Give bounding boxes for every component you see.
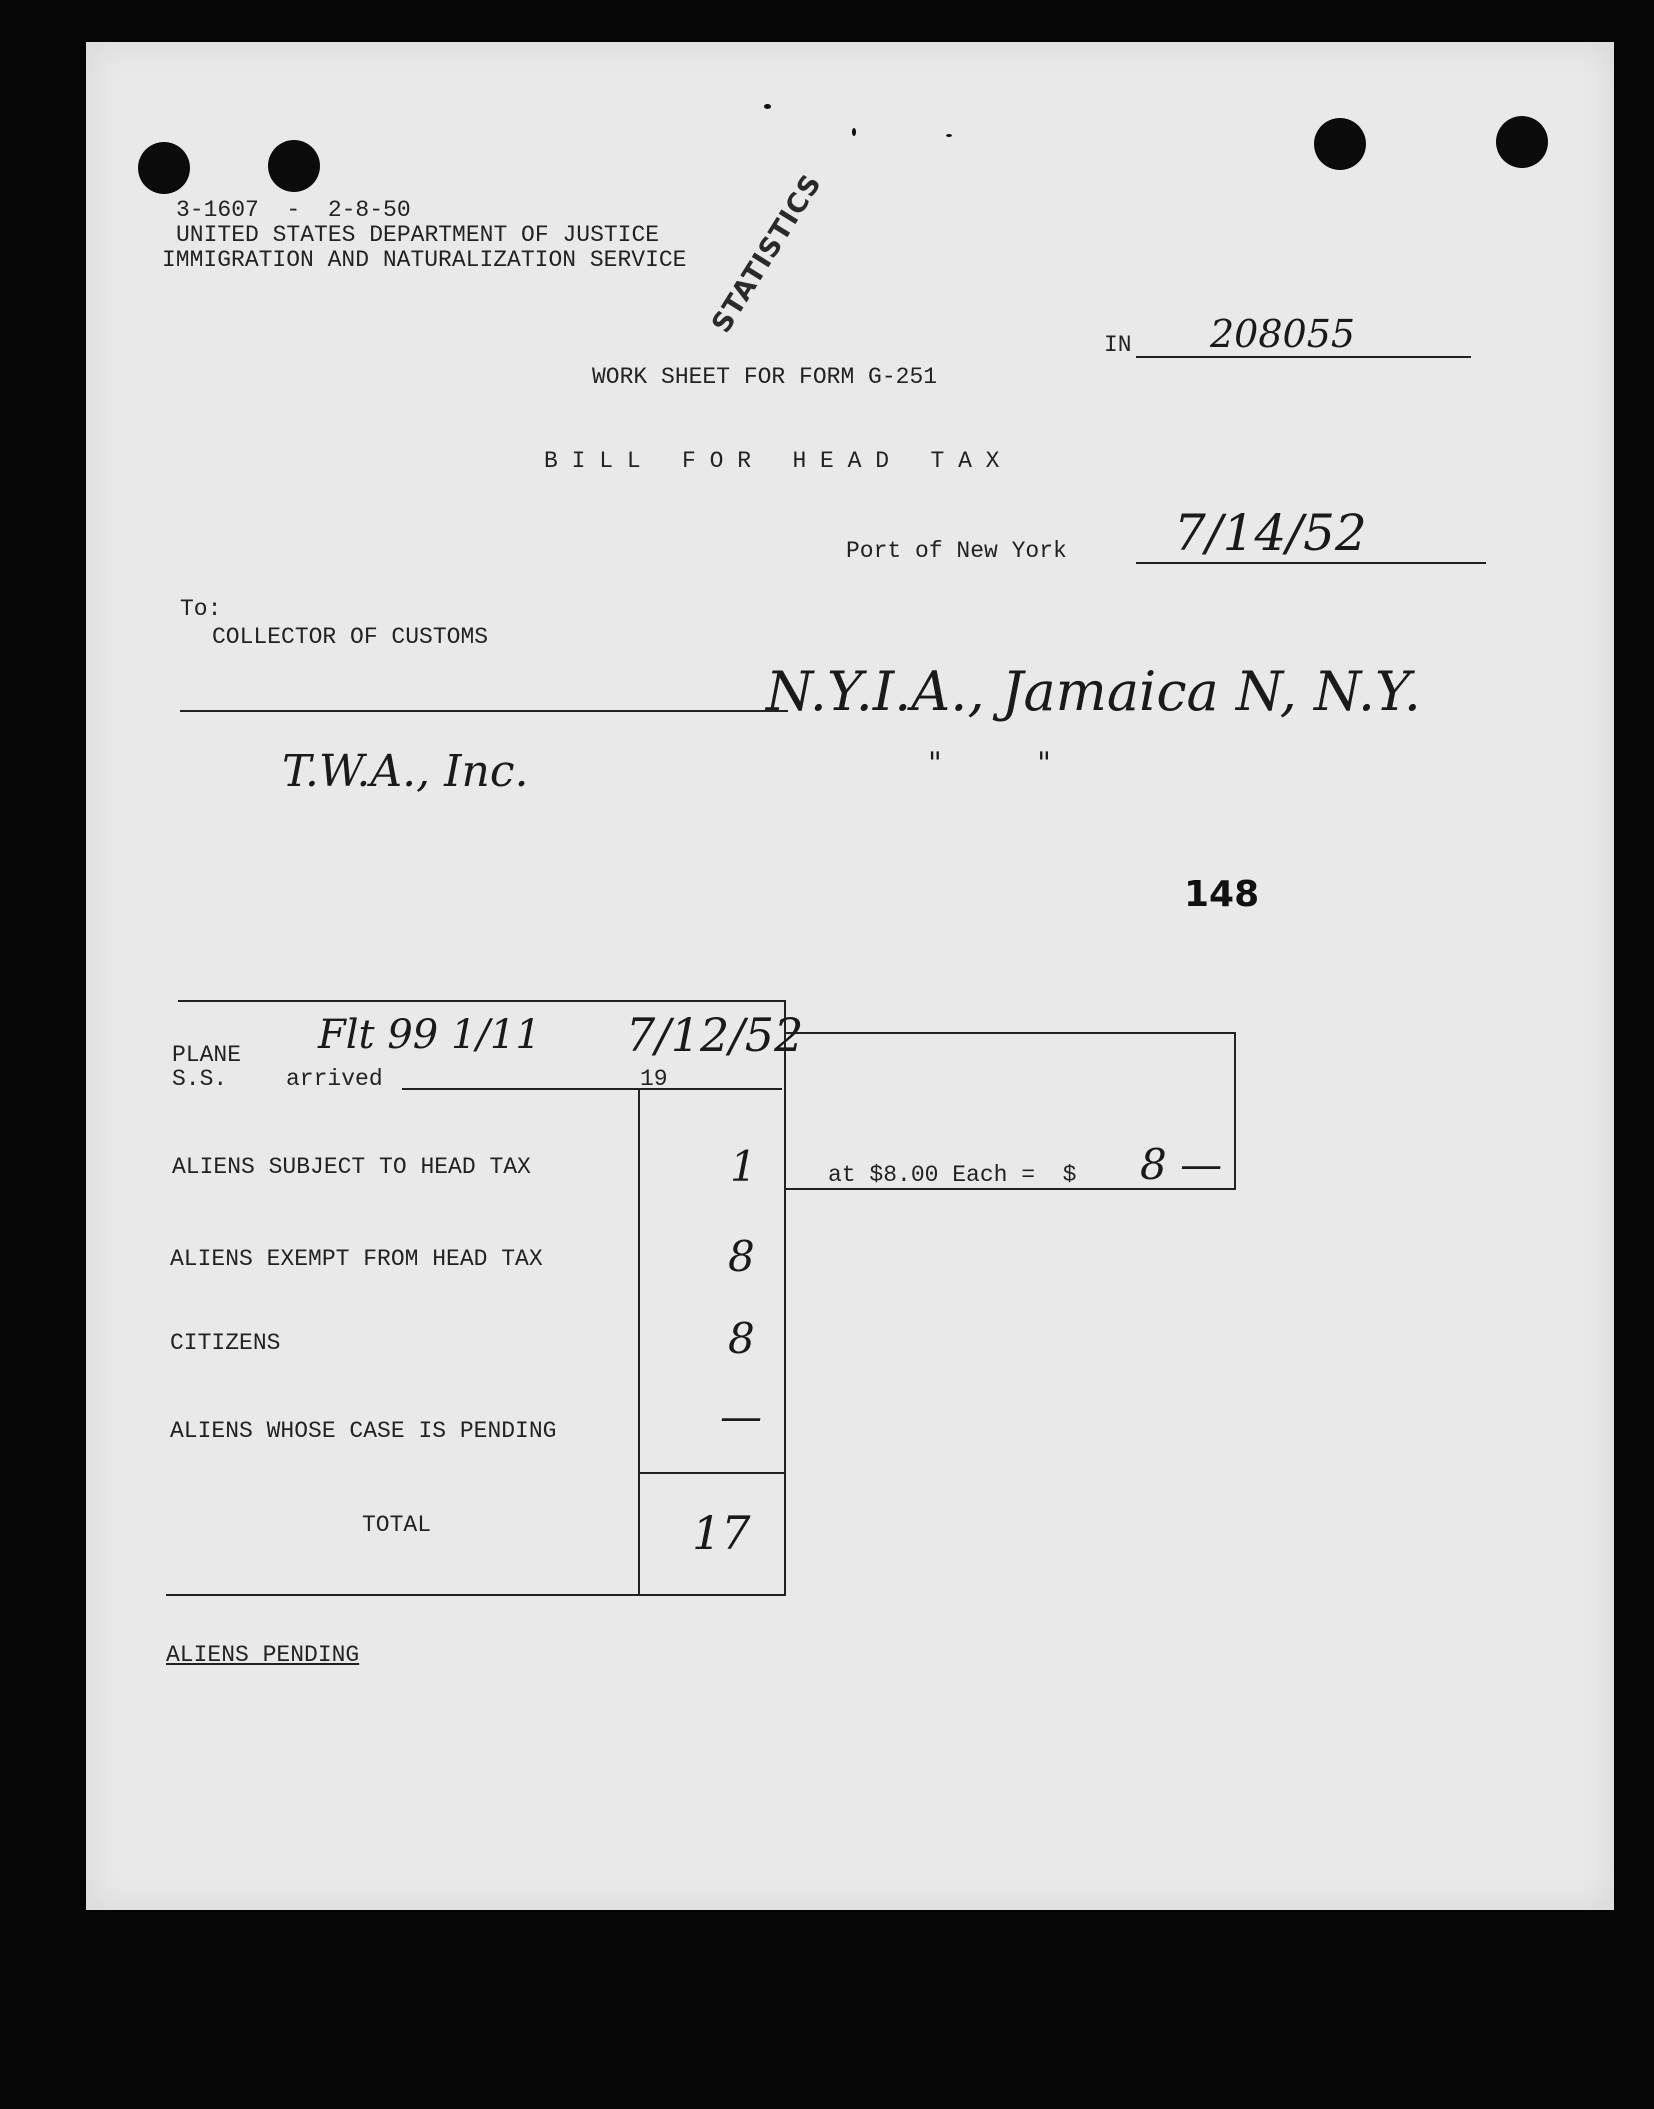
total-separator xyxy=(638,1472,786,1474)
service-name: IMMIGRATION AND NATURALIZATION SERVICE xyxy=(162,247,687,273)
in-number-value: 208055 xyxy=(1210,312,1356,356)
row-label-subject: ALIENS SUBJECT TO HEAD TAX xyxy=(172,1154,531,1180)
row-value-citizens: 8 xyxy=(728,1314,755,1363)
row-label-pending: ALIENS WHOSE CASE IS PENDING xyxy=(170,1418,557,1444)
flight-number: Flt 99 1/11 xyxy=(318,1012,541,1058)
row-value-exempt: 8 xyxy=(728,1232,755,1281)
row-value-subject: 1 xyxy=(730,1142,757,1191)
ss-label: S.S. xyxy=(172,1066,228,1092)
sequence-number: 148 xyxy=(1184,874,1260,915)
table-top-line xyxy=(178,1000,786,1002)
row-label-exempt: ALIENS EXEMPT FROM HEAD TAX xyxy=(170,1246,543,1272)
arrival-date: 7/12/52 xyxy=(626,1008,804,1062)
to-label: To: xyxy=(180,596,222,622)
worksheet-title: WORK SHEET FOR FORM G-251 xyxy=(592,364,938,390)
punch-hole-right-2 xyxy=(1496,116,1548,168)
port-date-underline xyxy=(1136,562,1486,564)
values-column-right xyxy=(784,1000,786,1596)
port-date: 7/14/52 xyxy=(1174,504,1367,562)
tax-box-top xyxy=(786,1032,1236,1034)
form-code: 3-1607 - 2-8-50 xyxy=(176,197,411,223)
tax-box-right xyxy=(1234,1032,1236,1190)
in-label: IN xyxy=(1104,332,1132,358)
speck xyxy=(852,128,856,136)
tax-amount: 8 — xyxy=(1140,1140,1223,1189)
table-bottom-line xyxy=(166,1594,786,1596)
addressee: COLLECTOR OF CUSTOMS xyxy=(212,624,489,650)
in-underline xyxy=(1136,356,1471,358)
arrived-label: arrived xyxy=(286,1066,383,1092)
location-handwritten: N.Y.I.A., Jamaica N, N.Y. xyxy=(766,660,1421,723)
plane-label: PLANE xyxy=(172,1042,242,1068)
punch-hole-right-1 xyxy=(1314,118,1366,170)
year-prefix: 19 xyxy=(640,1066,668,1092)
speck xyxy=(764,104,771,109)
document-page xyxy=(86,42,1614,1910)
punch-hole-left-1 xyxy=(138,142,190,194)
statistics-stamp: STATISTICS xyxy=(706,168,829,339)
addressee-underline xyxy=(180,710,788,712)
bill-title: B I L L F O R H E A D T A X xyxy=(544,448,1000,474)
department-name: UNITED STATES DEPARTMENT OF JUSTICE xyxy=(176,222,660,248)
aliens-pending-heading: ALIENS PENDING xyxy=(166,1642,360,1668)
vessel-underline xyxy=(402,1088,782,1090)
total-label: TOTAL xyxy=(362,1512,432,1538)
ditto-marks: " " xyxy=(928,746,1051,781)
speck xyxy=(946,134,952,137)
port-label: Port of New York xyxy=(846,538,1067,564)
row-value-pending: — xyxy=(720,1392,762,1441)
total-value: 17 xyxy=(692,1506,751,1560)
values-column-left xyxy=(638,1088,640,1596)
carrier-handwritten: T.W.A., Inc. xyxy=(282,746,529,797)
punch-hole-left-2 xyxy=(268,140,320,192)
tax-rate-text: at $8.00 Each = $ xyxy=(828,1162,1077,1188)
row-label-citizens: CITIZENS xyxy=(170,1330,281,1356)
